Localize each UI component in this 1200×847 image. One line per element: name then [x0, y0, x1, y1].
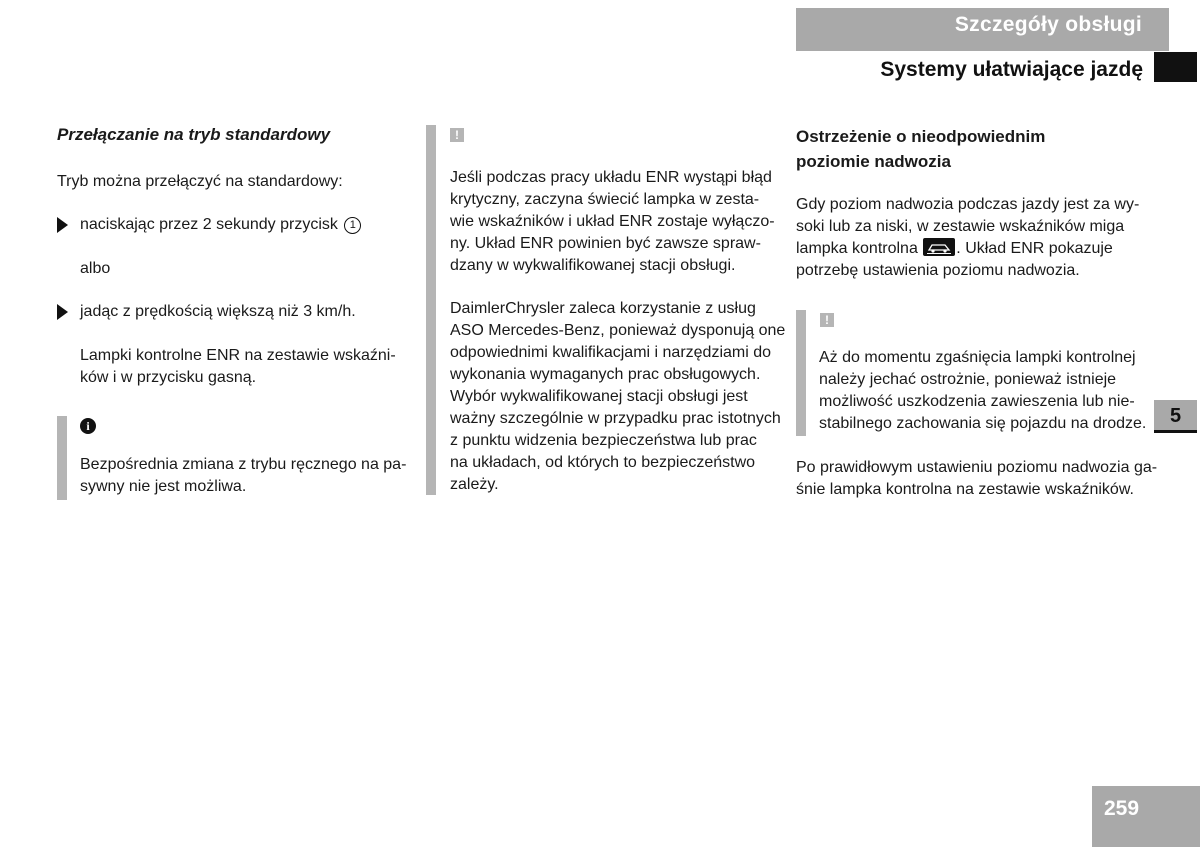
header-marker-block	[1154, 52, 1197, 82]
col3-heading-line-1: Ostrzeżenie o nieodpowiednim	[796, 127, 1046, 146]
col3-lamp-before: lampka kontrolna	[796, 240, 918, 257]
col3-warning-line-4: stabilnego zachowania się pojazdu na drodze.	[819, 415, 1147, 432]
bullet-item-1	[80, 214, 361, 236]
or-text: albo	[80, 260, 111, 277]
col2-p2-line-1: DaimlerChrysler zaleca korzystanie z usług	[450, 300, 756, 317]
info-icon: i	[80, 418, 96, 434]
col2-p2-line-4: wykonania wymaganych prac obsługowych.	[450, 366, 761, 383]
bullet-item-2: jadąc z prędkością większą niż 3 km/h.	[80, 303, 356, 320]
bullet-triangle-icon	[57, 217, 68, 233]
col2-p1-line-3: wie wskaźników i układ ENR zostaje wyłączo-	[450, 213, 775, 230]
col2-p2-line-6: ważny szczególnie w przypadku prac istotnych	[450, 410, 781, 427]
col2-p2-line-2: ASO Mercedes-Benz, ponieważ dysponują one	[450, 322, 786, 339]
col1-after-line-2: ków i w przycisku gasną.	[80, 369, 257, 386]
note-line-2: sywny nie jest możliwa.	[80, 478, 247, 495]
col1-after-line-1: Lampki kontrolne ENR na zestawie wskaźni-	[80, 347, 396, 364]
col2-p1-line-1: Jeśli podczas pracy układu ENR wystąpi błąd	[450, 169, 772, 186]
warning-icon: !	[450, 128, 464, 142]
section-header-bar	[796, 8, 1169, 51]
col3-warning-line-3: możliwość uszkodzenia zawieszenia lub nie-	[819, 393, 1135, 410]
note-line-1: Bezpośrednia zmiana z trybu ręcznego na pa-	[80, 456, 407, 473]
col2-p2-line-8: na układach, od których to bezpieczeństwo	[450, 454, 756, 471]
page-title: Systemy ułatwiające jazdę	[880, 58, 1143, 81]
col3-para-line-2: soki lub za niski, w zestawie wskaźników miga	[796, 218, 1125, 235]
col3-para-line-1: Gdy poziom nadwozia podczas jazdy jest za wy-	[796, 196, 1140, 213]
col3-warning-line-2: należy jechać ostrożnie, ponieważ istnieje	[819, 371, 1117, 388]
col2-p2-line-9: zależy.	[450, 476, 499, 493]
warning-bar	[796, 310, 806, 436]
col3-lamp-after: . Układ ENR pokazuje	[956, 240, 1113, 257]
col1-heading: Przełączanie na tryb standardowy	[57, 125, 331, 144]
button-number-marker: 1	[344, 217, 361, 234]
col2-p2-line-7: z punktu widzenia bezpieczeństwa lub prac	[450, 432, 757, 449]
col3-heading-line-2: poziomie nadwozia	[796, 152, 951, 171]
section-title: Szczegóły obsługi	[954, 13, 1142, 36]
col2-p2-line-5: Wybór wykwalifikowanej stacji obsługi jest	[450, 388, 748, 405]
col3-para-line-3	[796, 238, 1113, 260]
col3-warning-line-1: Aż do momentu zgaśnięcia lampki kontrolnej	[819, 349, 1136, 366]
bullet-triangle-icon	[57, 304, 68, 320]
page-number-box	[1092, 786, 1200, 847]
col2-p1-line-5: dzany w wykwalifikowanej stacji obsługi.	[450, 257, 736, 274]
col3-para-line-4: potrzebę ustawienia poziomu nadwozia.	[796, 262, 1080, 279]
bullet-1-text: naciskając przez 2 sekundy przycisk	[80, 216, 338, 233]
level-lamp-icon	[923, 238, 955, 256]
warning-icon: !	[820, 313, 834, 327]
page-number: 259	[1104, 797, 1140, 820]
col3-final-line-2: śnie lampka kontrolna na zestawie wskaźników.	[796, 481, 1134, 498]
col2-p1-line-4: ny. Układ ENR powinien być zawsze spraw-	[450, 235, 761, 252]
note-bar	[57, 416, 67, 500]
col2-p1-line-2: krytyczny, zaczyna świecić lampka w zesta-	[450, 191, 760, 208]
chapter-tab: 5	[1154, 400, 1197, 433]
col1-intro: Tryb można przełączyć na standardowy:	[57, 173, 343, 190]
col2-p2-line-3: odpowiednimi kwalifikacjami i narzędziami do	[450, 344, 772, 361]
col3-final-line-1: Po prawidłowym ustawieniu poziomu nadwozia ga-	[796, 459, 1158, 476]
warning-bar	[426, 125, 436, 495]
